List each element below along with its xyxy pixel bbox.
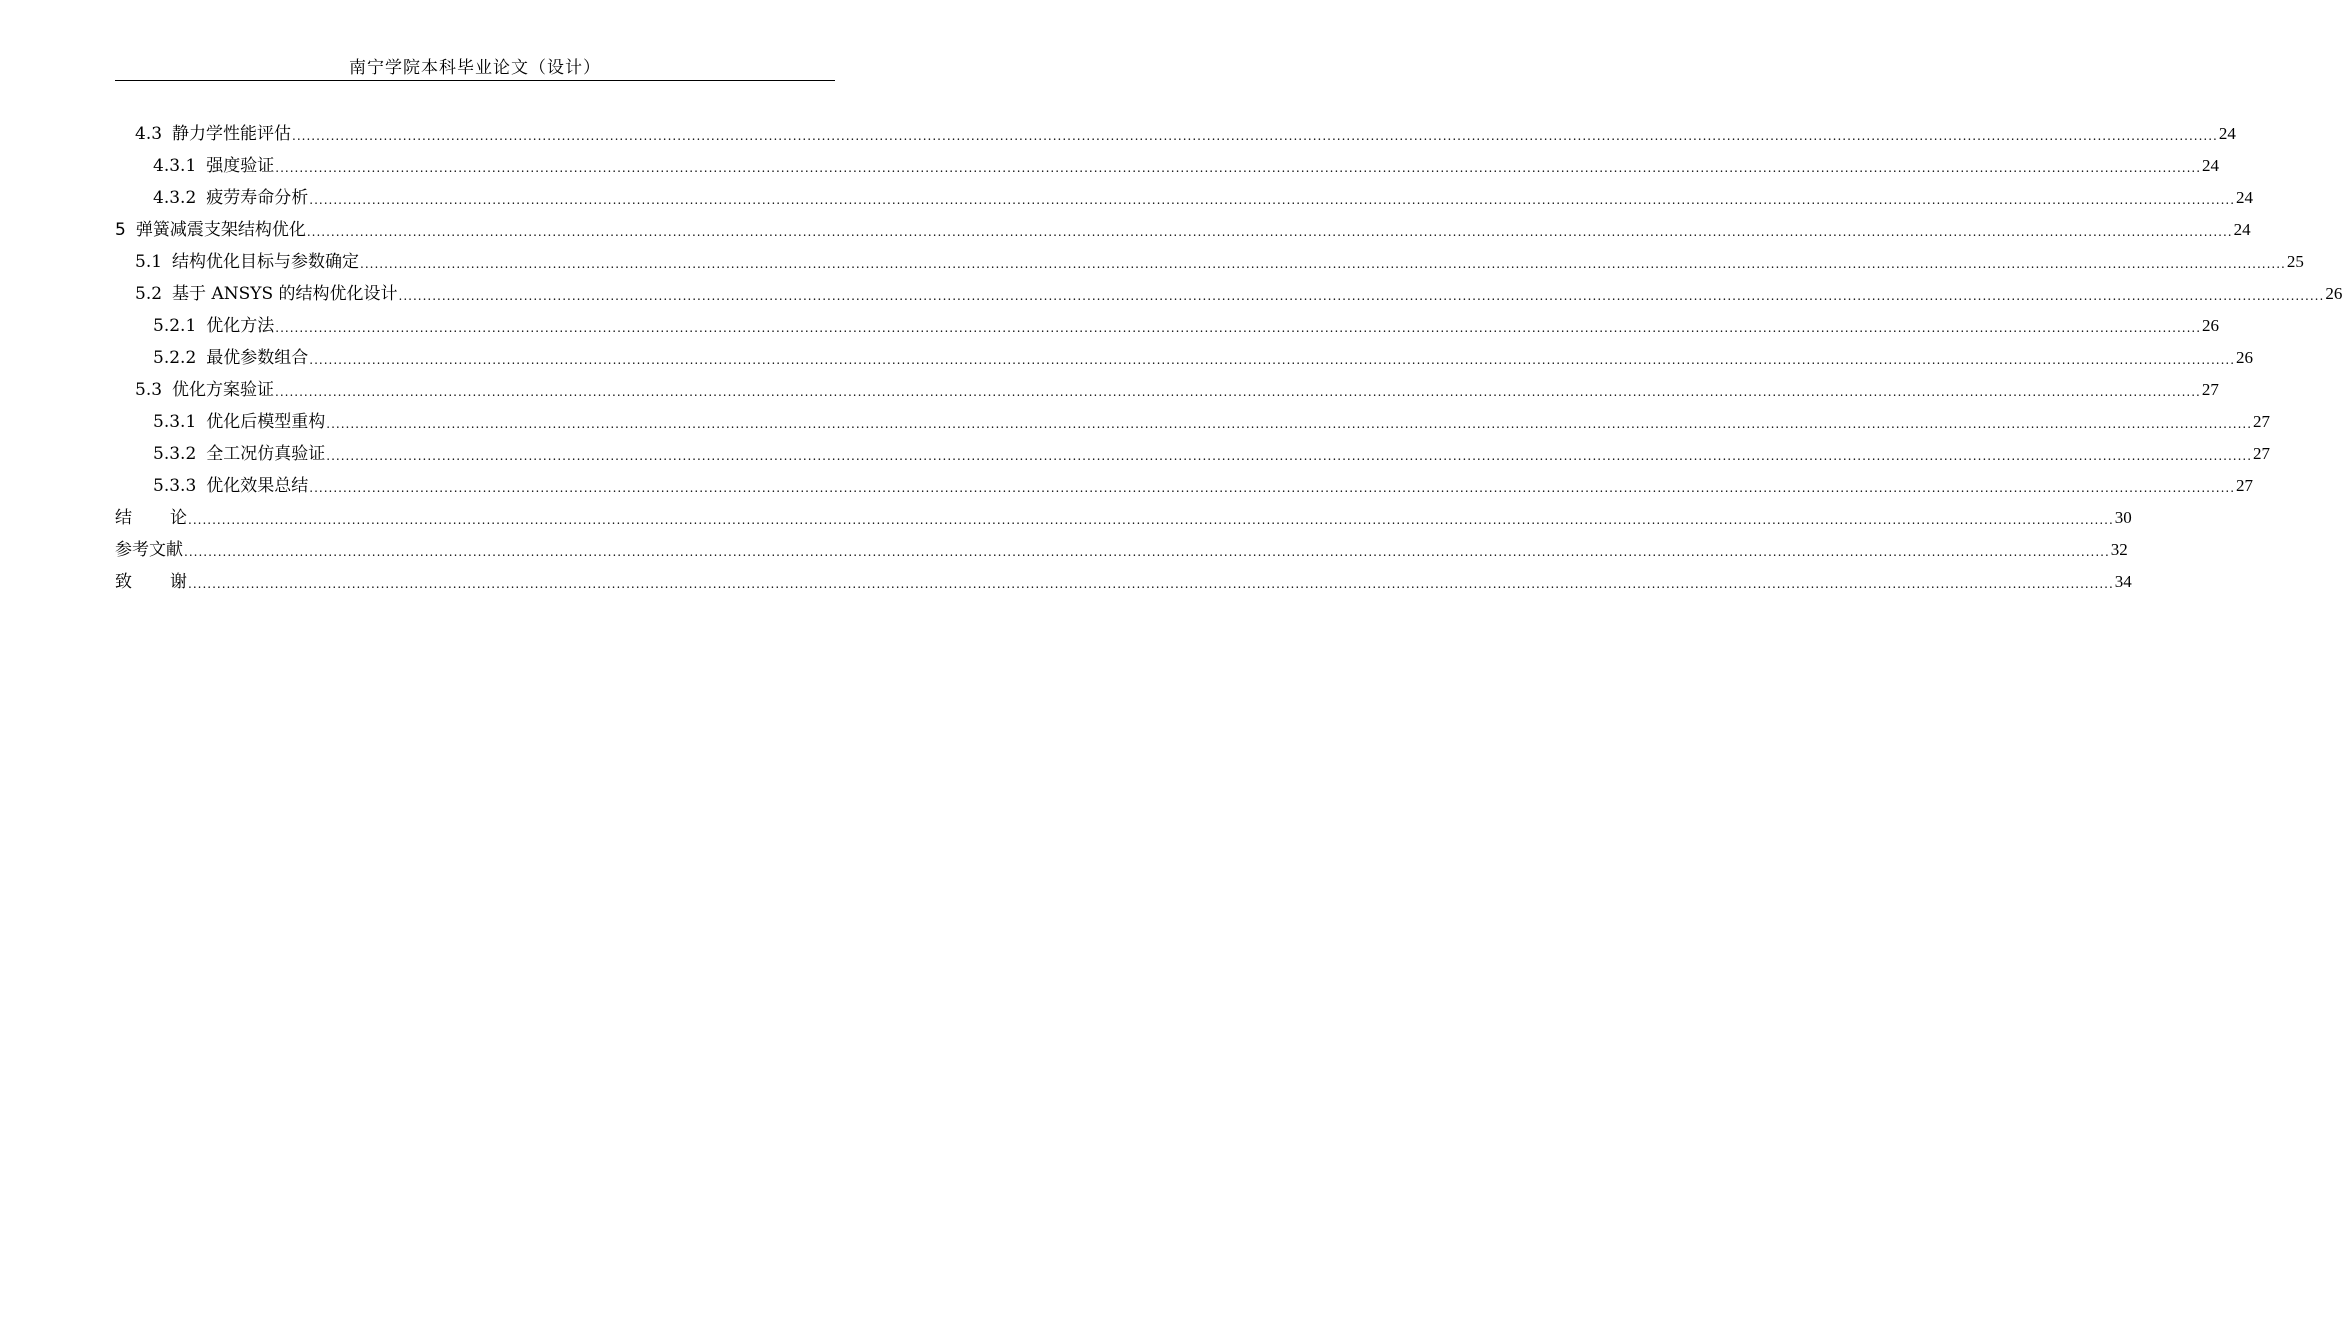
toc-entry-text: 疲劳寿命分析 [206,188,309,208]
toc-entry-text: 优化效果总结 [206,476,309,496]
toc-entry-page-number: 24 [2236,188,2254,207]
toc-entry-number: 4.3.1 [153,156,197,176]
toc-entry-text: 结构优化目标与参数确定 [172,252,360,272]
dot-leader: ................................................................................................................................................................................................................................................................................................................................................................................................................ [188,513,2114,527]
toc-entry-page-number: 27 [2253,444,2271,463]
toc-entry-number: 5.2 [135,284,163,304]
toc-entry-text: 优化方案验证 [172,380,275,400]
toc-entry-text: 结论 [115,508,225,528]
toc-entry-number: 5.1 [135,252,163,272]
toc-entry-number: 4.3 [135,124,163,144]
dot-leader: ................................................................................................................................................................................................................................................................................................................................................................................................................ [188,577,2114,591]
toc-entry-title [153,406,325,438]
toc-entry-number: 5.3.1 [153,412,197,432]
toc-entry-page-number: 26 [2236,348,2254,367]
toc-entry[interactable] [115,150,2220,182]
dot-leader: ................................................................................................................................................................................................................................................................................................................................................................................................................ [360,257,2286,271]
dot-leader: ................................................................................................................................................................................................................................................................................................................................................................................................................ [292,129,2218,143]
toc-entry-text: 参考文献 [115,540,183,560]
dot-leader: ................................................................................................................................................................................................................................................................................................................................................................................................................ [275,161,2202,175]
toc-entry-page-number: 24 [2233,220,2251,239]
dot-leader: ................................................................................................................................................................................................................................................................................................................................................................................................................ [309,481,2236,495]
toc-entry-text: 最优参数组合 [206,348,309,368]
toc-entry-number: 5.2.1 [153,316,197,336]
dot-leader: ................................................................................................................................................................................................................................................................................................................................................................................................................ [309,193,2236,207]
toc-entry-text: 致谢 [115,572,225,592]
toc-entry-number: 5.3 [135,380,163,400]
toc-entry-title [135,246,359,278]
table-of-contents [115,118,2342,598]
toc-entry-text: 弹簧减震支架结构优化 [135,220,306,240]
toc-entry[interactable] [115,374,2219,406]
toc-entry-page-number: 25 [2286,252,2304,271]
toc-entry[interactable] [115,118,2236,150]
toc-entry-title [135,118,291,150]
toc-entry[interactable] [115,502,2132,534]
dot-leader: ................................................................................................................................................................................................................................................................................................................................................................................................................ [326,449,2253,463]
dot-leader: ................................................................................................................................................................................................................................................................................................................................................................................................................ [306,225,2233,239]
toc-entry[interactable] [115,342,2254,374]
toc-entry-page-number: 27 [2201,380,2219,399]
toc-entry[interactable] [115,438,2271,470]
toc-entry[interactable] [115,406,2271,438]
toc-entry-title [153,438,325,470]
dot-leader: ................................................................................................................................................................................................................................................................................................................................................................................................................ [184,545,2110,559]
toc-entry[interactable] [115,246,2304,278]
toc-entry[interactable] [115,470,2254,502]
toc-entry-title [135,278,398,310]
toc-entry-page-number: 34 [2114,572,2132,591]
toc-entry-page-number: 32 [2110,540,2128,559]
toc-entry-number: 5 [115,220,126,240]
toc-entry-number: 5.3.3 [153,476,197,496]
toc-entry-title [115,566,225,598]
header-rule [115,80,835,81]
toc-entry[interactable] [115,214,2251,246]
toc-entry-number: 4.3.2 [153,188,197,208]
toc-entry-title [153,342,308,374]
toc-entry-text: 优化方法 [206,316,275,336]
toc-entry[interactable] [115,534,2128,566]
toc-entry-text: 静力学性能评估 [172,124,292,144]
toc-entry-title [115,214,306,246]
toc-entry-title [153,150,274,182]
toc-entry-number: 5.3.2 [153,444,197,464]
dot-leader: ................................................................................................................................................................................................................................................................................................................................................................................................................ [275,321,2202,335]
toc-entry-page-number: 26 [2325,284,2342,303]
running-header: 南宁学院本科毕业论文（设计） [349,58,601,78]
toc-entry-page-number: 24 [2202,156,2220,175]
toc-entry[interactable] [115,310,2220,342]
dot-leader: ................................................................................................................................................................................................................................................................................................................................................................................................................ [398,289,2325,303]
toc-entry-title [153,182,308,214]
dot-leader: ................................................................................................................................................................................................................................................................................................................................................................................................................ [275,385,2201,399]
toc-entry-title [135,374,274,406]
toc-entry[interactable] [115,278,2342,310]
toc-entry-title [153,310,274,342]
toc-entry-title [115,502,225,534]
toc-entry-text: 基于 ANSYS 的结构优化设计 [172,284,398,304]
toc-entry-page-number: 24 [2218,124,2236,143]
toc-entry-page-number: 27 [2253,412,2271,431]
dot-leader: ................................................................................................................................................................................................................................................................................................................................................................................................................ [309,353,2236,367]
toc-entry-text: 全工况仿真验证 [206,444,326,464]
toc-entry-page-number: 27 [2236,476,2254,495]
toc-entry-page-number: 26 [2202,316,2220,335]
toc-entry-number: 5.2.2 [153,348,197,368]
toc-entry-text: 优化后模型重构 [206,412,326,432]
dot-leader: ................................................................................................................................................................................................................................................................................................................................................................................................................ [326,417,2253,431]
toc-entry-title [115,534,183,566]
toc-entry-page-number: 30 [2114,508,2132,527]
toc-entry-title [153,470,308,502]
toc-entry[interactable] [115,182,2254,214]
toc-entry[interactable] [115,566,2132,598]
toc-entry-text: 强度验证 [206,156,275,176]
